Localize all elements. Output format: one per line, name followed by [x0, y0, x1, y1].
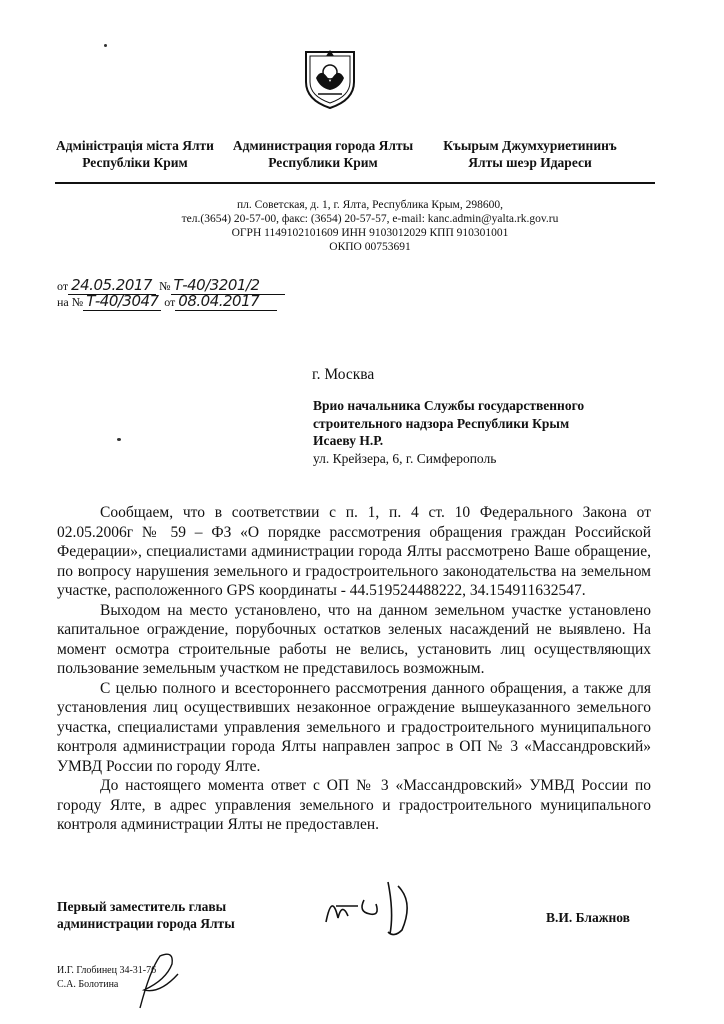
paragraph-1: Сообщаем, что в соответствии с п. 1, п. 4 ст. 10 Федерального Закона от 02.05.2006г № 59 – ФЗ «О порядке рассмотрения обращения граждан Российской Федерации», специалистами администрации города Ялты рассмотрено Ваше обращение, по вопросу нарушения земельного и градостроительного законодательства на земельном участке, расположенного GPS координаты - 44.519524488222, 34.154911632547.: [57, 504, 651, 599]
handwritten-signature-icon: [318, 872, 438, 942]
header-divider: [55, 182, 655, 184]
header-russian: [228, 137, 418, 171]
signatory-position: [57, 898, 235, 932]
registration-line: ОГРН 1149102101609 ИНН 9103012029 КПП 910301001: [231, 227, 509, 239]
header-russian-line1: Администрация города Ялты: [232, 138, 414, 153]
incoming-date: 08.04.2017: [175, 292, 277, 311]
number-label: №: [159, 279, 171, 293]
outgoing-number: Т-40/3201/2: [171, 276, 285, 295]
outgoing-date: 24.05.2017: [68, 276, 156, 295]
scan-speck: [104, 44, 107, 47]
header-ukrainian: [40, 137, 230, 171]
address-block: [150, 198, 590, 254]
executor-signature-icon: [120, 950, 200, 1010]
executor-1: И.Г. Глобинец 34-31-76: [57, 965, 157, 976]
signatory-position-line1: Первый заместитель главы: [57, 899, 227, 914]
paragraph-2: Выходом на место установлено, что на данном земельном участке установлено капитальное ограждение, порубочных остатков зеленых насаждений не выявлено. На момент осмотра строительные работы не велись, установить лиц осуществляющих пользование земельным участком не представилось возможным.: [57, 601, 651, 677]
recipient-position-line2: строительного надзора Республики Крым: [313, 415, 570, 431]
recipient-address: ул. Крейзера, 6, г. Симферополь: [313, 450, 497, 466]
executor-2: С.А. Болотина: [57, 979, 119, 990]
incoming-number: Т-40/3047: [83, 292, 161, 311]
okpo-line: ОКПО 00753691: [329, 241, 411, 253]
header-crimean-tatar-line1: Къырым Джумхуриетининъ: [443, 138, 617, 153]
address-line: пл. Советская, д. 1, г. Ялта, Республика Крым, 298600,: [237, 199, 503, 211]
crimea-coat-of-arms-icon: [300, 48, 360, 110]
signatory-position-line2: администрации города Ялты: [57, 916, 235, 931]
paragraph-3: С целью полного и всестороннего рассмотрения данного обращения, а также для установления лиц осуществивших незаконное ограждение вышеуказанного земельного участка, специалистами управления земельного и градостроительного муниципального контроля администрации города Ялты направлен запрос в ОП № 3 «Массандровский» УМВД России по городу Ялте.: [57, 679, 651, 775]
header-crimean-tatar: [420, 137, 640, 171]
from-label: от: [57, 279, 69, 293]
recipient-name: Исаеву Н.Р.: [313, 433, 384, 448]
header-ukrainian-line2: Республіки Крим: [82, 155, 188, 170]
recipient-position-line1: Врио начальника Службы государственного: [313, 398, 585, 413]
header-russian-line2: Республики Крим: [268, 155, 378, 170]
header-crimean-tatar-line2: Ялты шеэр Идареси: [468, 155, 592, 170]
header-ukrainian-line1: Адміністрація міста Ялти: [56, 138, 214, 153]
of-label: от: [164, 295, 176, 309]
contacts-line: тел.(3654) 20-57-00, факс: (3654) 20-57-57, e-mail: kanc.admin@yalta.rk.gov.ru: [181, 213, 559, 225]
scan-speck: [117, 438, 121, 441]
city: г. Москва: [312, 366, 375, 383]
recipient-block: [313, 397, 584, 467]
incoming-reference: [57, 292, 277, 311]
paragraph-4: До настоящего момента ответ с ОП № 3 «Массандровский» УМВД России по городу Ялте, в адрес управления земельного и градостроительного муниципального контроля администрации Ялты не предоставлен.: [57, 777, 651, 833]
letter-body: [57, 503, 651, 835]
on-number-label: на №: [57, 295, 84, 309]
signatory-name: В.И. Блажнов: [546, 910, 630, 925]
